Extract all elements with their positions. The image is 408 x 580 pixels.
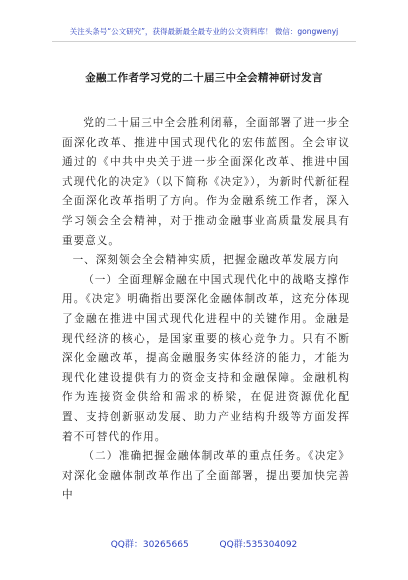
- paragraph-1: （一）全面理解金融在中国式现代化中的战略支撑作用。《决定》明确指出要深化金融体制改革，这充分体现了金融在推进中国式现代化进程中的关键作用。金融是现代经济的核心，是国家重要的核心竞争力。只有不断深化金融改革，提高金融服务实体经济的能力，才能为现代化建设提供有力的资金支持和金融保障。金融机构作为连接资金供给和需求的桥梁，在促进资源优化配置、支持创新驱动发展、助力产业结构升级等方面发挥着不可替代的作用。: [62, 273, 350, 443]
- footer-qq-group-1: QQ群：30265665: [110, 540, 189, 550]
- header-divider: [52, 41, 356, 42]
- paragraph-intro: 党的二十届三中全会胜利闭幕，全面部署了进一步全面深化改革、推进中国式现代化的宏伟蓝图。全会审议通过的《中共中央关于进一步全面深化改革、推进中国式现代化的决定》（以下简称《决定》），为新时代新征程全面深化改革指明了方向。作为金融系统工作者，深入学习领会全会精神，对于推动金融事业高质量发展具有重要意义。: [62, 117, 350, 247]
- paragraph-2: （二）准确把握金融体制改革的重点任务。《决定》对深化金融体制改革作出了全面部署，提出要加快完善中: [62, 450, 350, 502]
- page-header-note: 关注头条号“公文研究”，获得最新最全最专业的公文资料库！ 微信：gongwenyj: [69, 27, 339, 36]
- page-footer: [0, 537, 408, 550]
- document-title: 金融工作者学习党的二十届三中全会精神研讨发言: [85, 72, 323, 84]
- section-heading-1: 一、深刻领会全会精神实质，把握金融改革发展方向: [72, 254, 340, 267]
- footer-qq-group-2: QQ群:535304092: [219, 540, 298, 550]
- document-body: [62, 114, 350, 506]
